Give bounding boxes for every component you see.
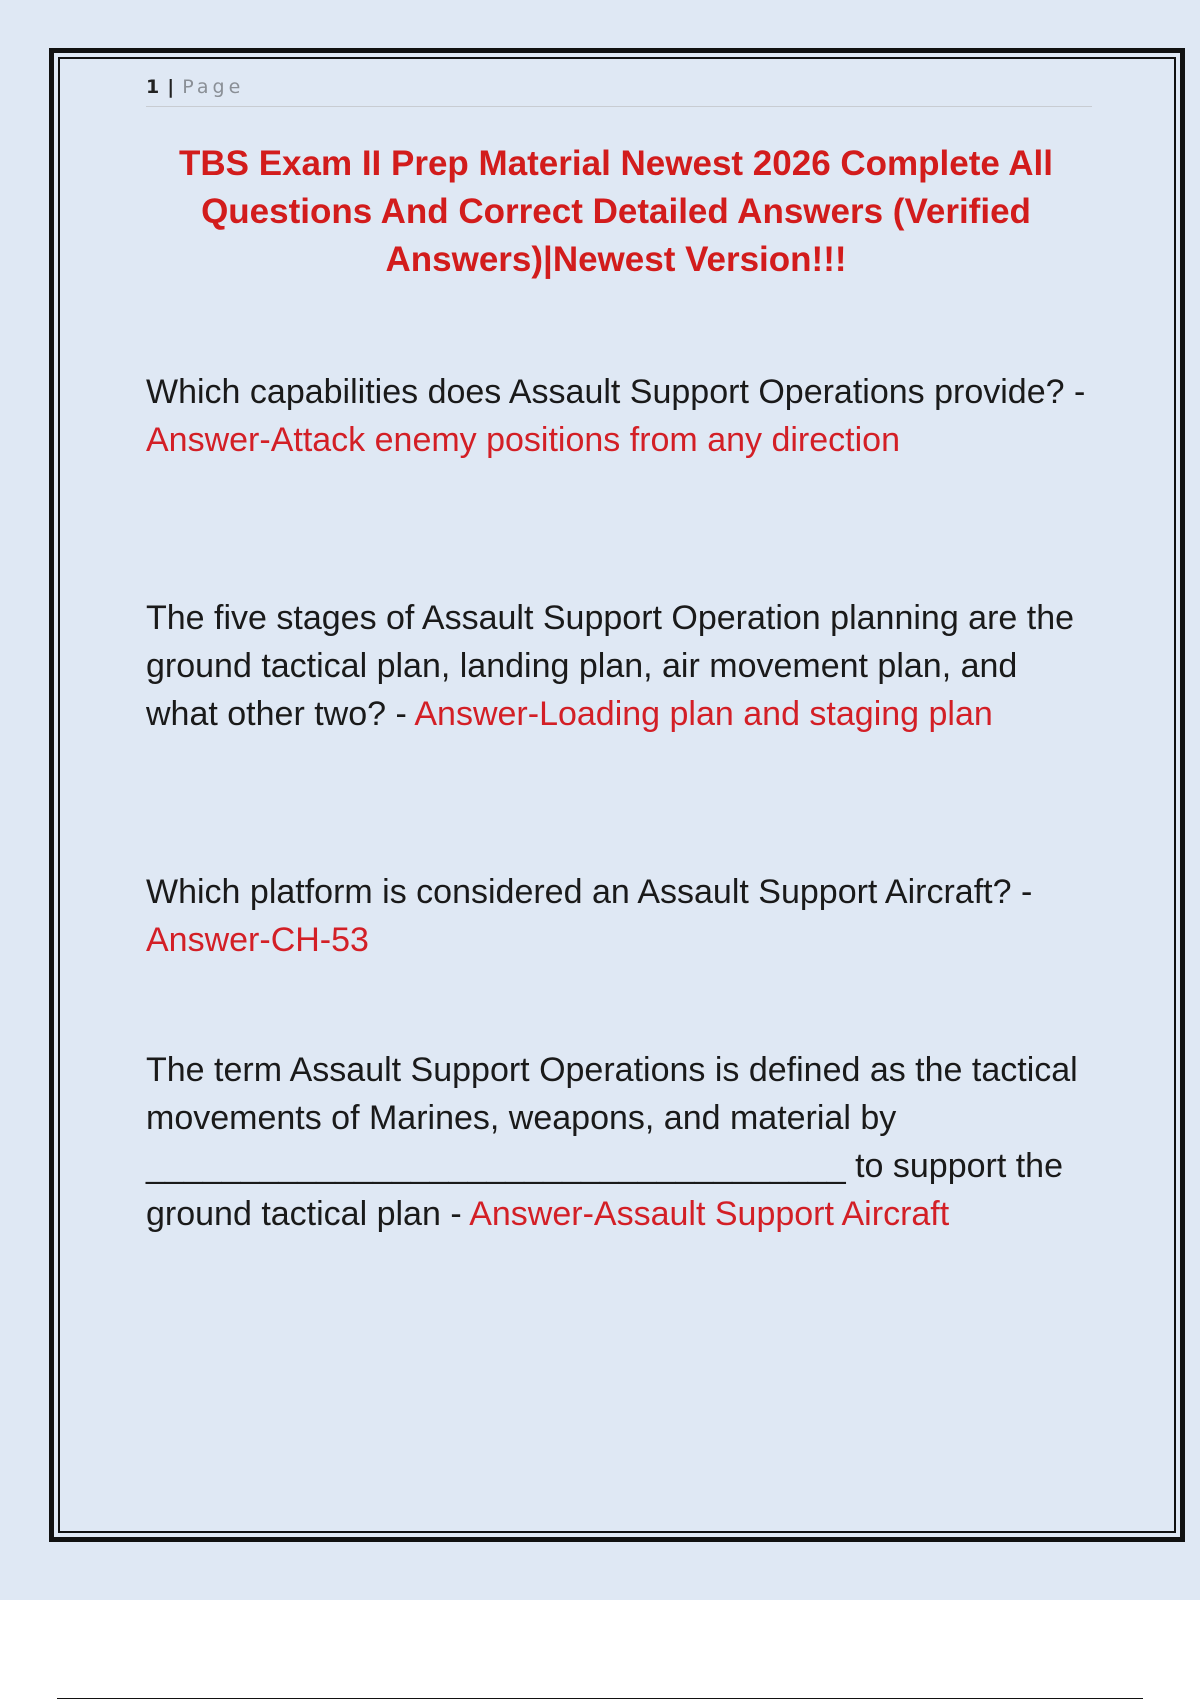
qa-item-3 (146, 868, 1096, 964)
page-number: 1 (146, 76, 160, 98)
answer-dash: - (1064, 373, 1086, 411)
page-separator: | (167, 76, 175, 98)
qa-item-2 (146, 594, 1096, 738)
document-title: TBS Exam II Prep Material Newest 2026 Complete All Questions And Correct Detailed Answers (Verified Answers)|Newest Version!!! (178, 144, 1054, 279)
question-text: The term Assault Support Operations is defined as the tactical movements of Marines, weapons, and material by _____________________________________ to support the ground tactical plan (146, 1051, 1078, 1233)
answer-text: Answer-Loading plan and staging plan (414, 695, 993, 733)
bottom-divider (57, 1698, 1143, 1699)
question-text: The five stages of Assault Support Operation planning are the ground tactical plan, landing plan, air movement plan, and what other two? (146, 599, 1075, 733)
question-text: Which capabilities does Assault Support Operations provide? (146, 373, 1065, 411)
qa-item-1 (146, 368, 1096, 464)
answer-text: Answer-Assault Support Aircraft (469, 1195, 950, 1233)
answer-text: Answer-CH-53 (146, 921, 369, 959)
answer-dash: - (386, 695, 415, 733)
page-header (146, 74, 1092, 107)
qa-item-4 (146, 1046, 1096, 1238)
question-text: Which platform is considered an Assault Support Aircraft? (146, 873, 1012, 911)
answer-text: Answer-Attack enemy positions from any direction (146, 421, 900, 459)
answer-dash: - (1011, 873, 1033, 911)
page-label: Page (182, 76, 245, 98)
answer-dash: - (440, 1195, 470, 1233)
